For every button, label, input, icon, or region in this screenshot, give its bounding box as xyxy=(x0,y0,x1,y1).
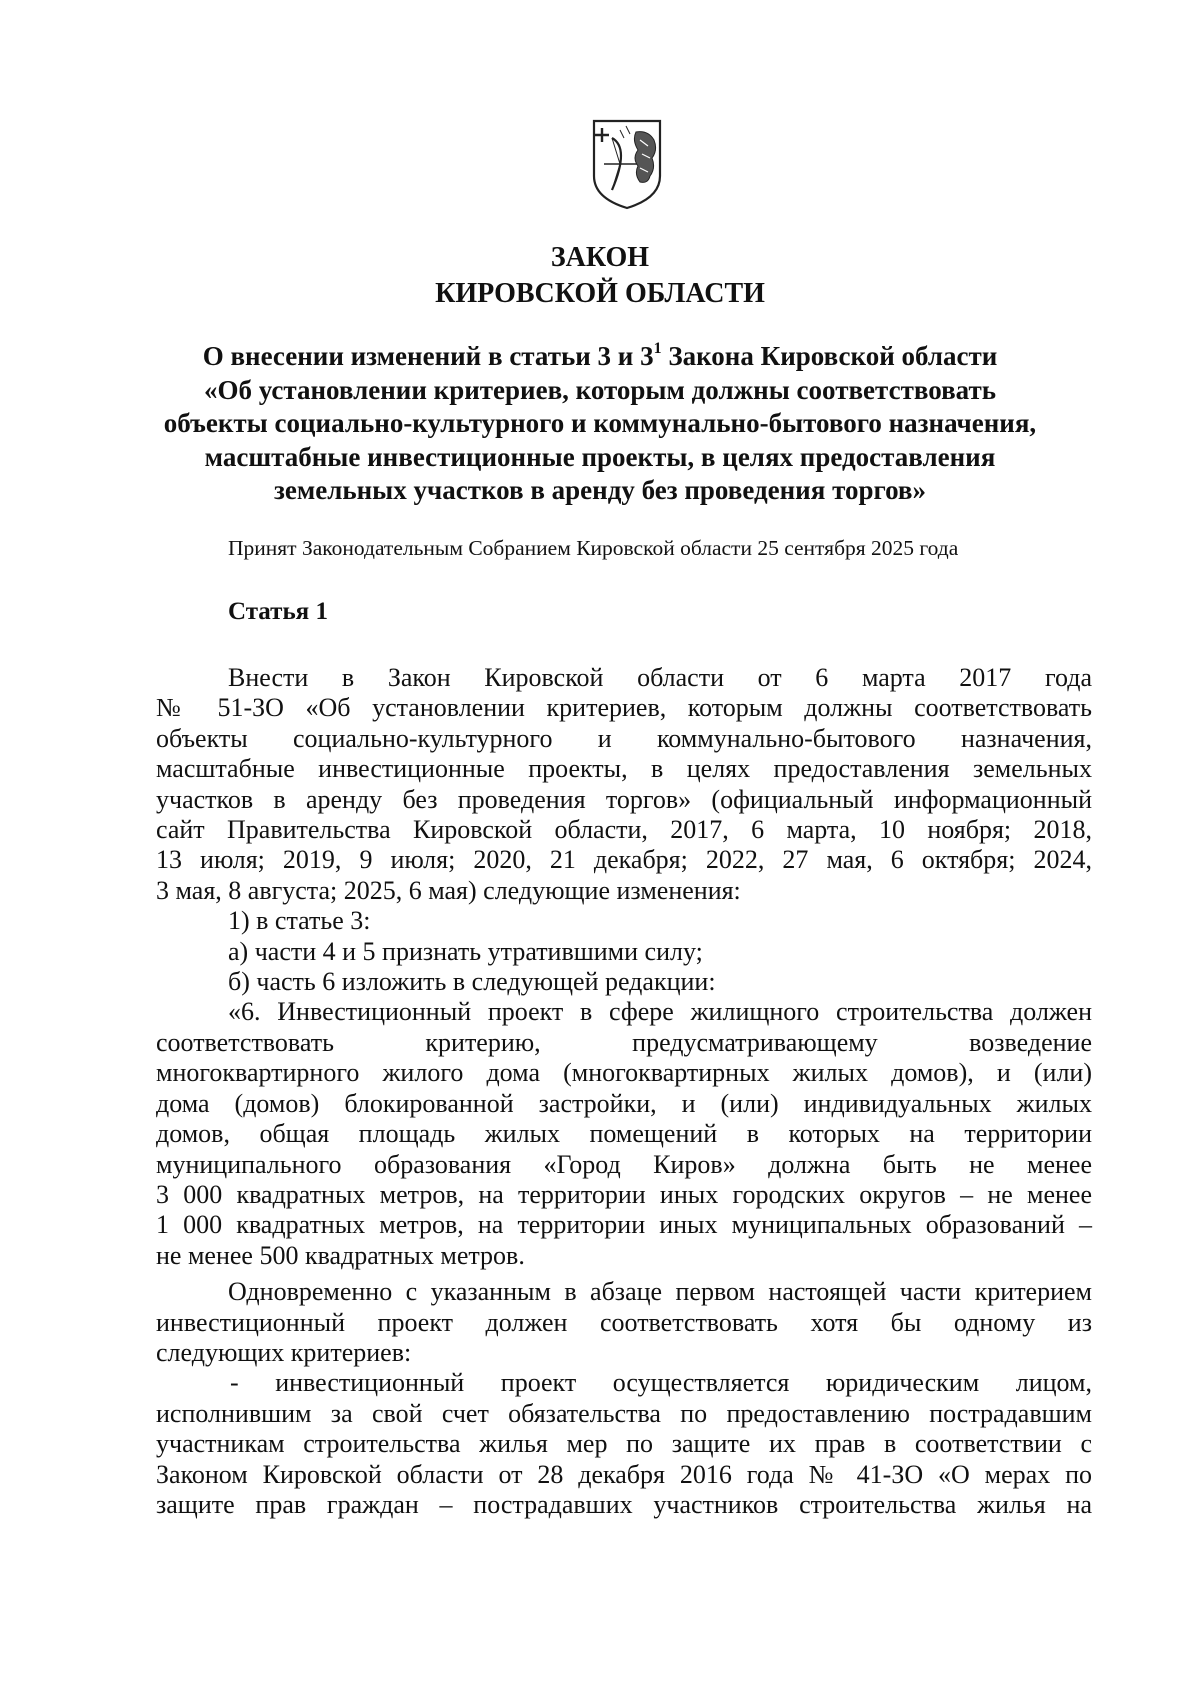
law-title-line1: ЗАКОН xyxy=(550,242,650,273)
body-line: не менее 500 квадратных метров. xyxy=(156,1240,525,1270)
article-body xyxy=(156,663,1092,1520)
coat-of-arms-emblem xyxy=(590,118,664,210)
body-line: - инвестиционный проект осуществляется юридическим лицом, xyxy=(230,1368,1092,1398)
law-title xyxy=(0,240,1200,312)
body-line: 13 июля; 2019, 9 июля; 2020, 21 декабря; 2022, 27 мая, 6 октября; 2024, xyxy=(156,845,1092,875)
body-line: участникам строительства жилья мер по защите их прав в соответствии с xyxy=(156,1429,1092,1459)
subject-line1: О внесении изменений в статьи 3 и $3^1$ Закона Кировской области xyxy=(202,340,998,371)
body-line: 3 мая, 8 августа; 2025, 6 мая) следующие изменения: xyxy=(156,875,741,905)
law-title-line2: КИРОВСКОЙ ОБЛАСТИ xyxy=(435,278,765,309)
body-line: инвестиционный проект должен соответствовать хотя бы одному из xyxy=(156,1307,1092,1337)
body-line: 1 000 квадратных метров, на территории иных муниципальных образований – xyxy=(156,1210,1092,1240)
body-line: масштабные инвестиционные проекты, в целях предоставления земельных xyxy=(156,754,1092,784)
body-line: многоквартирного жилого дома (многоквартирных жилых домов), и (или) xyxy=(156,1058,1092,1088)
body-line: «6. Инвестиционный проект в сфере жилищного строительства должен xyxy=(228,997,1092,1027)
body-line: 3 000 квадратных метров, на территории иных городских округов – не менее xyxy=(156,1179,1092,1209)
body-line: исполнившим за свой счет обязательства по предоставлению пострадавшим xyxy=(156,1398,1092,1428)
body-line: сайт Правительства Кировской области, 2017, 6 марта, 10 ноября; 2018, xyxy=(156,815,1092,845)
body-line: дома (домов) блокированной застройки, и (или) индивидуальных жилых xyxy=(156,1088,1092,1118)
body-line: соответствовать критерию, предусматривающему возведение xyxy=(156,1027,1092,1057)
subject-line2: «Об установлении критериев, которым должны соответствовать xyxy=(203,374,997,405)
body-line: участков в аренду без проведения торгов» (официальный информационный xyxy=(156,784,1092,814)
body-line: защите прав граждан – пострадавших участников строительства жилья на xyxy=(156,1489,1092,1519)
list-item-1: 1) в статье 3: xyxy=(228,906,371,936)
body-line: объекты социально-культурного и коммунально-бытового назначения, xyxy=(156,723,1092,753)
law-subject xyxy=(0,340,1200,508)
body-line: домов, общая площадь жилых помещений в которых на территории xyxy=(156,1119,1092,1149)
subject-line5: земельных участков в аренду без проведения торгов» xyxy=(273,475,927,505)
body-line: № 51-ЗО «Об установлении критериев, которым должны соответствовать xyxy=(156,693,1092,723)
article-heading: Статья 1 xyxy=(228,598,328,625)
body-line: Законом Кировской области от 28 декабря 2016 года № 41-ЗО «О мерах по xyxy=(156,1459,1092,1489)
adoption-note: Принят Законодательным Собранием Кировской области 25 сентября 2025 года xyxy=(228,536,959,560)
body-line: Одновременно с указанным в абзаце первом настоящей части критерием xyxy=(228,1277,1092,1307)
subject-line3: объекты социально-культурного и коммунально-бытового назначения, xyxy=(163,408,1037,438)
body-line: муниципального образования «Город Киров» должна быть не менее xyxy=(156,1149,1092,1179)
subject-line4: масштабные инвестиционные проекты, в целях предоставления xyxy=(204,441,996,472)
list-item-b: б) часть 6 изложить в следующей редакции: xyxy=(228,967,716,997)
body-line: следующих критериев: xyxy=(156,1337,412,1367)
body-line: Внести в Закон Кировской области от 6 марта 2017 года xyxy=(228,663,1092,692)
list-item-a: а) части 4 и 5 признать утратившими силу; xyxy=(228,936,703,966)
